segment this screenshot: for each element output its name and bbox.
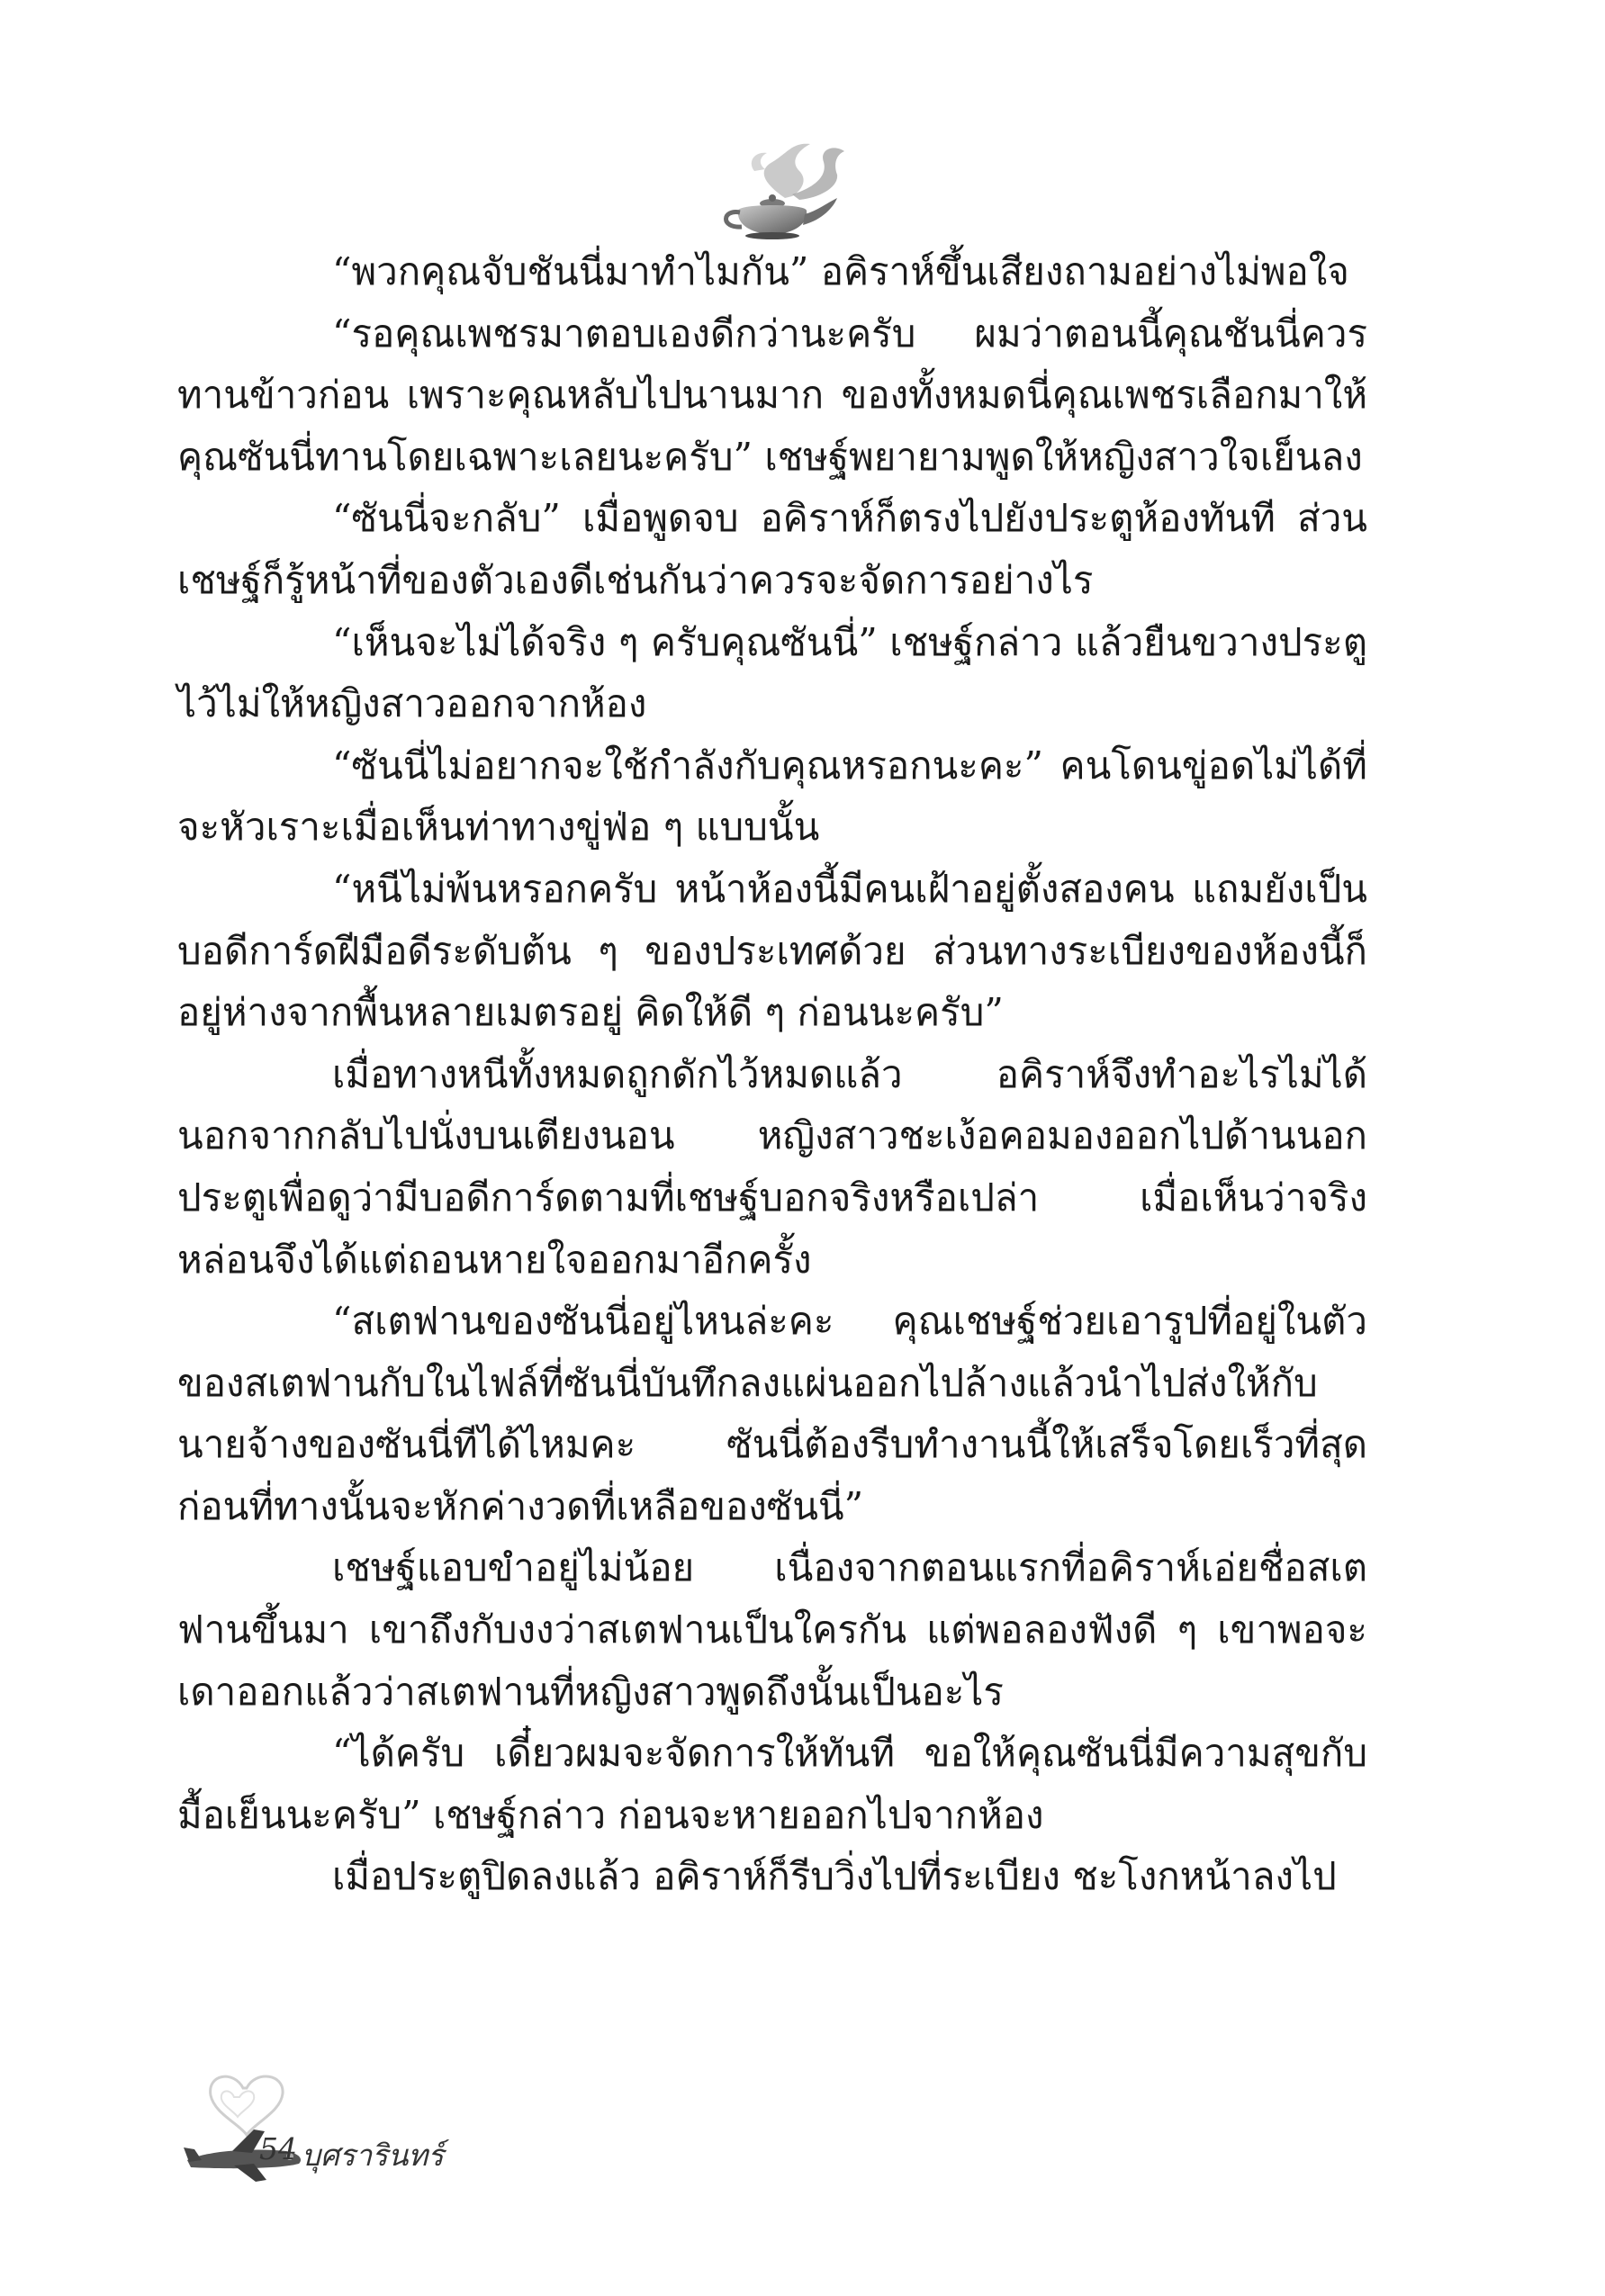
paragraph: เมื่อประตูปิดลงแล้ว อคิราห์ก็รีบวิ่งไปที่ระเบียง ชะโงกหน้าลงไป: [332, 1854, 1337, 1899]
teapot-with-smoke-icon: [702, 135, 855, 243]
paragraph: “ได้ครับ เดี๋ยวผมจะจัดการให้ทันที ขอให้คุณซันนี่มีความสุขกับมื้อเย็นนะครับ” เชษฐ์กล่าว ก่อนจะหายออกไปจากห้อง: [177, 1731, 1367, 1837]
paragraph: “สเตฟานของซันนี่อยู่ไหนล่ะคะ คุณเชษฐ์ช่วยเอารูปที่อยู่ในตัวของสเตฟานกับในไฟล์ที่ซันนี่บันทึกลงแผ่นออกไปล้างแล้วนำไปส่งให้กับนายจ้างของซันนี่ทีได้ไหมคะ ซันนี่ต้องรีบทำงานนี้ให้เสร็จโดยเร็วที่สุด ก่อนที่ทางนั้นจะหักค่างวดที่เหลือของซันนี่”: [177, 1299, 1367, 1528]
page-number: 54: [259, 2131, 297, 2166]
body-text: [177, 241, 1367, 1908]
paragraph: เชษฐ์แอบขำอยู่ไม่น้อย เนื่องจากตอนแรกที่อคิราห์เอ่ยชื่อสเตฟานขึ้นมา เขาถึงกับงงว่าสเตฟานเป็นใครกัน แต่พอลองฟังดี ๆ เขาพอจะเดาออกแล้วว่าสเตฟานที่หญิงสาวพูดถึงนั้นเป็นอะไร: [177, 1545, 1367, 1714]
paragraph: “หนีไม่พ้นหรอกครับ หน้าห้องนี้มีคนเฝ้าอยู่ตั้งสองคน แถมยังเป็นบอดีการ์ดฝีมือดีระดับต้น ๆ ของประเทศด้วย ส่วนทางระเบียงของห้องนี้ก็อยู่ห่างจากพื้นหลายเมตรอยู่ คิดให้ดี ๆ ก่อนนะครับ”: [177, 866, 1367, 1035]
paragraph: “พวกคุณจับชันนี่มาทำไมกัน” อคิราห์ขึ้นเสียงถามอย่างไม่พอใจ: [332, 249, 1349, 293]
page-footer: [180, 2061, 720, 2196]
paragraph: “เห็นจะไม่ได้จริง ๆ ครับคุณซันนี่” เชษฐ์กล่าว แล้วยืนขวางประตูไว้ไม่ให้หญิงสาวออกจากห้อง: [177, 619, 1367, 726]
paragraph: “ซันนี่จะกลับ” เมื่อพูดจบ อคิราห์ก็ตรงไปยังประตูห้องทันที ส่วนเชษฐ์ก็รู้หน้าที่ของตัวเองดีเช่นกันว่าควรจะจัดการอย่างไร: [177, 496, 1367, 602]
paragraph: เมื่อทางหนีทั้งหมดถูกดักไว้หมดแล้ว อคิราห์จึงทำอะไรไม่ได้นอกจากกลับไปนั่งบนเตียงนอน หญิงสาวชะเง้อคอมองออกไปด้านนอกประตูเพื่อดูว่ามีบอดีการ์ดตามที่เชษฐ์บอกจริงหรือเปล่า เมื่อเห็นว่าจริงหล่อนจึงได้แต่ถอนหายใจออกมาอีกครั้ง: [177, 1051, 1367, 1282]
running-title: บุศรารินทร์: [302, 2138, 444, 2173]
paragraph: “ซันนี่ไม่อยากจะใช้กำลังกับคุณหรอกนะคะ” คนโดนขู่อดไม่ได้ที่จะหัวเราะเมื่อเห็นท่าทางขู่ฟ่อ ๆ แบบนั้น: [177, 743, 1367, 850]
paragraph: “รอคุณเพชรมาตอบเองดีกว่านะครับ ผมว่าตอนนี้คุณชันนี่ควรทานข้าวก่อน เพราะคุณหลับไปนานมาก ของทั้งหมดนี่คุณเพชรเลือกมาให้คุณซันนี่ทานโดยเฉพาะเลยนะครับ” เชษฐ์พยายามพูดให้หญิงสาวใจเย็นลง: [177, 311, 1367, 479]
airplane-with-heart-cloud-icon: [180, 2061, 315, 2187]
